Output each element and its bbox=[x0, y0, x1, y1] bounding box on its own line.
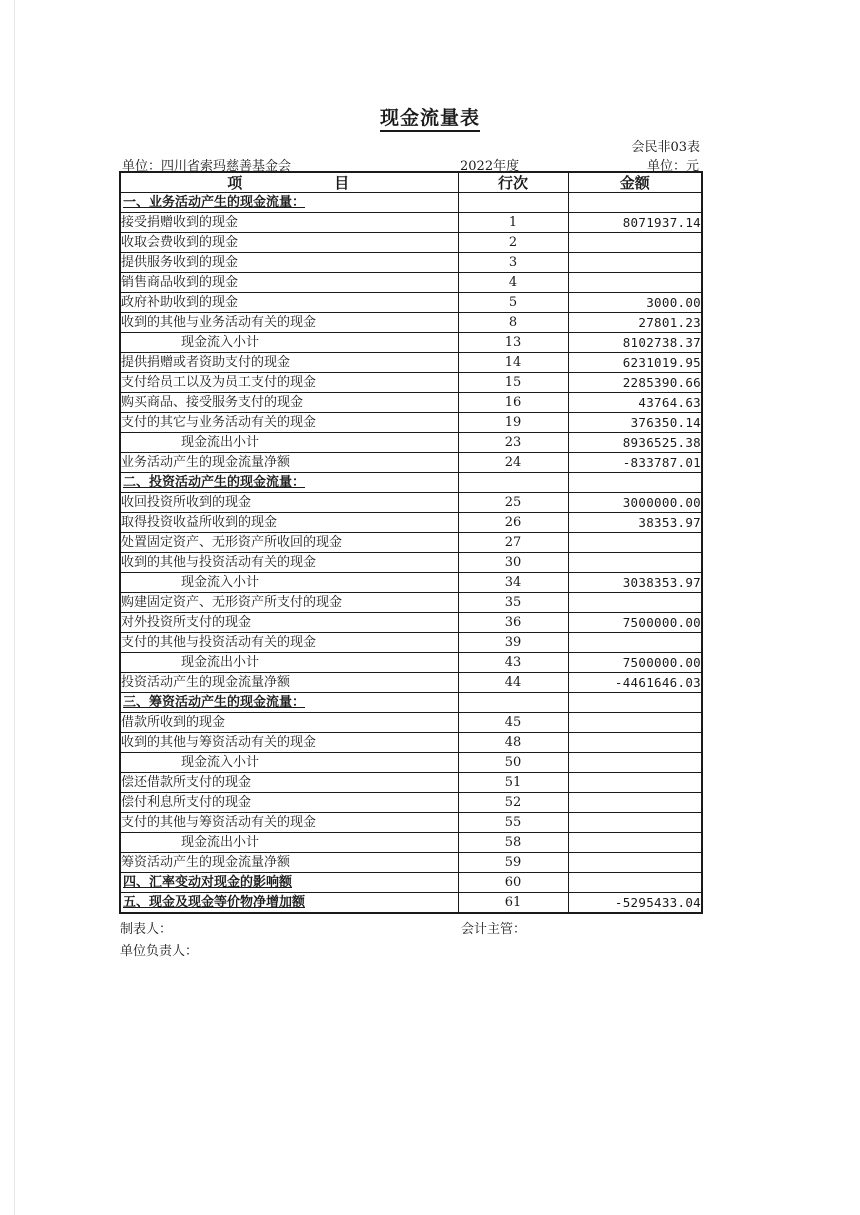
row-label: 支付的其他与筹资活动有关的现金 bbox=[120, 813, 458, 833]
row-label: 四、汇率变动对现金的影响额 bbox=[120, 873, 458, 893]
table-row bbox=[120, 773, 702, 793]
row-label: 支付的其它与业务活动有关的现金 bbox=[120, 413, 458, 433]
row-number: 13 bbox=[458, 333, 568, 353]
row-amount: 27801.23 bbox=[568, 313, 702, 333]
row-amount bbox=[568, 853, 702, 873]
table-row bbox=[120, 593, 702, 613]
currency-unit: 单位：元 bbox=[646, 159, 699, 174]
row-label: 提供服务收到的现金 bbox=[120, 253, 458, 273]
row-label: 接受捐赠收到的现金 bbox=[120, 213, 458, 233]
row-number: 8 bbox=[458, 313, 568, 333]
row-label: 现金流出小计 bbox=[120, 433, 458, 453]
row-number: 36 bbox=[458, 613, 568, 633]
table-row bbox=[120, 653, 702, 673]
row-amount bbox=[568, 533, 702, 553]
table-row bbox=[120, 413, 702, 433]
header-amount: 金额 bbox=[568, 172, 702, 193]
row-number: 2 bbox=[458, 233, 568, 253]
row-number: 25 bbox=[458, 493, 568, 513]
table-row bbox=[120, 353, 702, 373]
table-row bbox=[120, 573, 702, 593]
row-amount bbox=[568, 233, 702, 253]
row-amount: 2285390.66 bbox=[568, 373, 702, 393]
row-label: 对外投资所支付的现金 bbox=[120, 613, 458, 633]
row-label: 偿付利息所支付的现金 bbox=[120, 793, 458, 813]
table-row bbox=[120, 253, 702, 273]
table-row bbox=[120, 693, 702, 713]
row-amount: -833787.01 bbox=[568, 453, 702, 473]
reporting-organization: 单位：四川省索玛慈善基金会 bbox=[122, 159, 292, 174]
unit-head-label: 单位负责人： bbox=[120, 944, 199, 959]
row-amount: -5295433.04 bbox=[568, 893, 702, 914]
row-label: 收到的其他与业务活动有关的现金 bbox=[120, 313, 458, 333]
cash-flow-table bbox=[119, 171, 703, 914]
form-code: 会民非03表 bbox=[631, 140, 700, 155]
table-row bbox=[120, 373, 702, 393]
row-label: 收取会费收到的现金 bbox=[120, 233, 458, 253]
row-label: 现金流出小计 bbox=[120, 833, 458, 853]
row-number: 35 bbox=[458, 593, 568, 613]
row-label: 业务活动产生的现金流量净额 bbox=[120, 453, 458, 473]
table-row bbox=[120, 213, 702, 233]
row-number: 44 bbox=[458, 673, 568, 693]
row-number: 26 bbox=[458, 513, 568, 533]
row-amount bbox=[568, 473, 702, 493]
table-row bbox=[120, 473, 702, 493]
table-row bbox=[120, 793, 702, 813]
row-label: 现金流出小计 bbox=[120, 653, 458, 673]
table-row bbox=[120, 833, 702, 853]
row-amount: 43764.63 bbox=[568, 393, 702, 413]
table-row bbox=[120, 813, 702, 833]
row-label: 现金流入小计 bbox=[120, 753, 458, 773]
row-label: 支付的其他与投资活动有关的现金 bbox=[120, 633, 458, 653]
row-number: 1 bbox=[458, 213, 568, 233]
row-amount: 8936525.38 bbox=[568, 433, 702, 453]
table-row bbox=[120, 193, 702, 213]
row-number: 61 bbox=[458, 893, 568, 914]
reporting-year: 2022年度 bbox=[460, 159, 520, 174]
row-number: 55 bbox=[458, 813, 568, 833]
table-row bbox=[120, 753, 702, 773]
table-row bbox=[120, 633, 702, 653]
table-row bbox=[120, 293, 702, 313]
row-label: 购买商品、接受服务支付的现金 bbox=[120, 393, 458, 413]
row-number bbox=[458, 473, 568, 493]
table-row bbox=[120, 673, 702, 693]
scan-edge-line bbox=[14, 0, 15, 1215]
row-number: 50 bbox=[458, 753, 568, 773]
row-label: 一、业务活动产生的现金流量： bbox=[120, 193, 458, 213]
row-amount bbox=[568, 753, 702, 773]
row-label: 筹资活动产生的现金流量净额 bbox=[120, 853, 458, 873]
row-amount bbox=[568, 193, 702, 213]
table-row bbox=[120, 513, 702, 533]
row-amount bbox=[568, 773, 702, 793]
table-row bbox=[120, 273, 702, 293]
row-amount bbox=[568, 633, 702, 653]
row-amount: 3000.00 bbox=[568, 293, 702, 313]
table-row bbox=[120, 893, 702, 914]
table-row bbox=[120, 433, 702, 453]
row-amount bbox=[568, 813, 702, 833]
chief-accountant-label: 会计主管： bbox=[461, 922, 527, 937]
row-number: 14 bbox=[458, 353, 568, 373]
row-amount: 7500000.00 bbox=[568, 613, 702, 633]
row-label: 销售商品收到的现金 bbox=[120, 273, 458, 293]
row-label: 支付给员工以及为员工支付的现金 bbox=[120, 373, 458, 393]
row-amount: -4461646.03 bbox=[568, 673, 702, 693]
table-row bbox=[120, 713, 702, 733]
row-label: 取得投资收益所收到的现金 bbox=[120, 513, 458, 533]
row-label: 三、筹资活动产生的现金流量： bbox=[120, 693, 458, 713]
row-amount: 8102738.37 bbox=[568, 333, 702, 353]
row-label: 收到的其他与筹资活动有关的现金 bbox=[120, 733, 458, 753]
row-amount bbox=[568, 553, 702, 573]
row-number: 59 bbox=[458, 853, 568, 873]
row-number: 15 bbox=[458, 373, 568, 393]
row-amount bbox=[568, 793, 702, 813]
row-number: 58 bbox=[458, 833, 568, 853]
row-amount bbox=[568, 733, 702, 753]
table-row bbox=[120, 533, 702, 553]
row-amount: 6231019.95 bbox=[568, 353, 702, 373]
row-amount bbox=[568, 253, 702, 273]
row-amount: 8071937.14 bbox=[568, 213, 702, 233]
table-row bbox=[120, 233, 702, 253]
row-number: 60 bbox=[458, 873, 568, 893]
row-number: 48 bbox=[458, 733, 568, 753]
document-title: 现金流量表 bbox=[0, 103, 860, 130]
header-row-number: 行次 bbox=[458, 172, 568, 193]
table-row bbox=[120, 873, 702, 893]
row-number: 23 bbox=[458, 433, 568, 453]
row-label: 五、现金及现金等价物净增加额 bbox=[120, 893, 458, 914]
row-amount bbox=[568, 833, 702, 853]
row-number: 27 bbox=[458, 533, 568, 553]
row-label: 政府补助收到的现金 bbox=[120, 293, 458, 313]
row-amount: 38353.97 bbox=[568, 513, 702, 533]
row-number: 43 bbox=[458, 653, 568, 673]
table-row bbox=[120, 613, 702, 633]
row-amount: 3000000.00 bbox=[568, 493, 702, 513]
table-header-row bbox=[120, 172, 702, 193]
header-item: 项 目 bbox=[120, 172, 458, 193]
table-row bbox=[120, 733, 702, 753]
row-amount bbox=[568, 713, 702, 733]
row-number: 52 bbox=[458, 793, 568, 813]
row-number: 3 bbox=[458, 253, 568, 273]
row-amount bbox=[568, 873, 702, 893]
table-row bbox=[120, 453, 702, 473]
row-amount bbox=[568, 273, 702, 293]
preparer-label: 制表人： bbox=[120, 922, 173, 937]
row-label: 借款所收到的现金 bbox=[120, 713, 458, 733]
row-number bbox=[458, 193, 568, 213]
row-label: 提供捐赠或者资助支付的现金 bbox=[120, 353, 458, 373]
table-row bbox=[120, 393, 702, 413]
row-amount: 376350.14 bbox=[568, 413, 702, 433]
table-row bbox=[120, 313, 702, 333]
row-number: 45 bbox=[458, 713, 568, 733]
row-number: 4 bbox=[458, 273, 568, 293]
row-number: 5 bbox=[458, 293, 568, 313]
row-amount: 7500000.00 bbox=[568, 653, 702, 673]
row-amount bbox=[568, 693, 702, 713]
row-label: 现金流入小计 bbox=[120, 333, 458, 353]
row-number bbox=[458, 693, 568, 713]
row-number: 30 bbox=[458, 553, 568, 573]
row-number: 39 bbox=[458, 633, 568, 653]
row-label: 收到的其他与投资活动有关的现金 bbox=[120, 553, 458, 573]
table-row bbox=[120, 493, 702, 513]
row-label: 收回投资所收到的现金 bbox=[120, 493, 458, 513]
row-label: 处置固定资产、无形资产所收回的现金 bbox=[120, 533, 458, 553]
report-info-line bbox=[120, 155, 701, 174]
row-amount bbox=[568, 593, 702, 613]
row-number: 19 bbox=[458, 413, 568, 433]
row-number: 16 bbox=[458, 393, 568, 413]
row-label: 偿还借款所支付的现金 bbox=[120, 773, 458, 793]
row-label: 现金流入小计 bbox=[120, 573, 458, 593]
row-label: 购建固定资产、无形资产所支付的现金 bbox=[120, 593, 458, 613]
table-row bbox=[120, 853, 702, 873]
row-number: 34 bbox=[458, 573, 568, 593]
row-label: 二、投资活动产生的现金流量： bbox=[120, 473, 458, 493]
row-amount: 3038353.97 bbox=[568, 573, 702, 593]
row-label: 投资活动产生的现金流量净额 bbox=[120, 673, 458, 693]
row-number: 24 bbox=[458, 453, 568, 473]
table-row bbox=[120, 553, 702, 573]
row-number: 51 bbox=[458, 773, 568, 793]
table-row bbox=[120, 333, 702, 353]
